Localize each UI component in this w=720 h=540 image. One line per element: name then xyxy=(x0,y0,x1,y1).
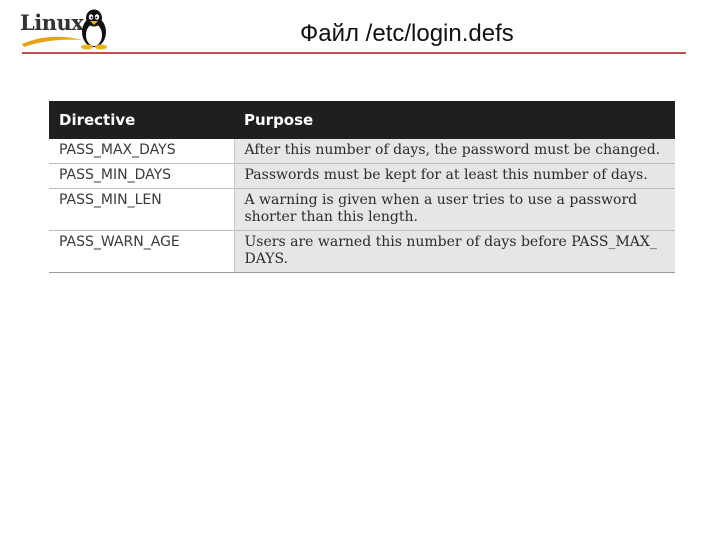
purpose-cell: After this number of days, the password must be changed. xyxy=(234,139,675,164)
directive-cell: PASS_MIN_LEN xyxy=(49,189,234,231)
table-row xyxy=(49,139,675,164)
purpose-cell: A warning is given when a user tries to use a password shorter than this length. xyxy=(234,189,675,231)
purpose-cell: Users are warned this number of days before PASS_MAX_ DAYS. xyxy=(234,231,675,273)
directive-cell: PASS_WARN_AGE xyxy=(49,231,234,273)
slide-title: Файл /etc/login.defs xyxy=(300,20,514,47)
header-purpose: Purpose xyxy=(234,101,675,139)
directive-cell: PASS_MIN_DAYS xyxy=(49,164,234,189)
table-row xyxy=(49,189,675,231)
linux-logo xyxy=(20,8,112,50)
header-directive: Directive xyxy=(49,101,234,139)
directive-cell: PASS_MAX_DAYS xyxy=(49,139,234,164)
table-header-row xyxy=(49,101,675,139)
logo-text: Linux xyxy=(20,10,84,35)
title-divider xyxy=(22,52,686,54)
table-row xyxy=(49,164,675,189)
table-row xyxy=(49,231,675,273)
logo-swoosh-icon xyxy=(20,34,84,48)
tux-penguin-icon xyxy=(78,8,110,50)
directives-table xyxy=(49,101,675,273)
purpose-cell: Passwords must be kept for at least this number of days. xyxy=(234,164,675,189)
